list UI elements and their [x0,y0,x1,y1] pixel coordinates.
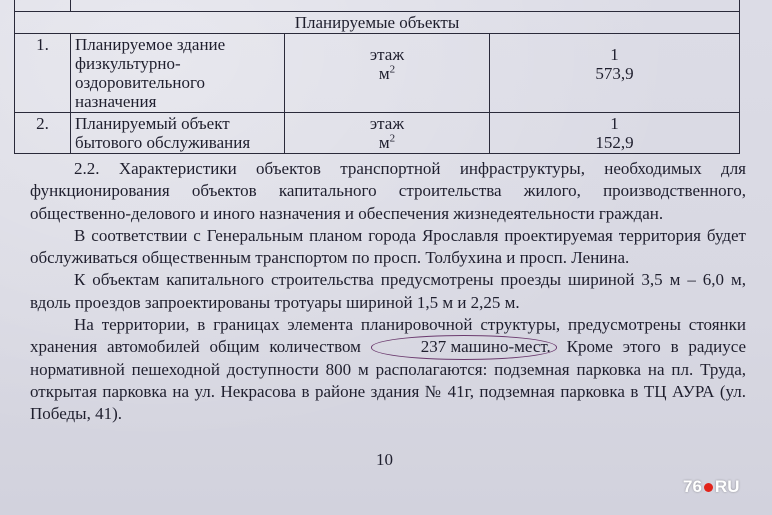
red-dot-icon [704,483,713,492]
document-body [30,158,746,426]
circled-parking-count: 237 машино-мест. [371,335,557,359]
object-name: Планируемое здание физкультурно- оздоровительного назначения [71,34,285,113]
unit-cell: этаж $м^2$ [285,34,490,113]
paragraph-driveways: К объектам капитального строительства предусмотрены проезды шириной 3,5 м – 6,0 м, вдоль проездов запроектированы тротуары шириной 1,5 м и 2,25 м. [30,270,746,312]
table-row [15,113,740,154]
row-number: 2. [15,113,71,154]
value-cell: 1 152,9 [490,113,740,154]
page-number: 10 [376,450,393,469]
row-number: 1. [15,34,71,113]
planned-objects-table [14,0,740,154]
paragraph-transport-heading: 2.2. Характеристики объектов транспортной инфраструктуры, необходимых для функционирования объектов капитального строительства жилого, производственного, общественно-делового и иного назначения и обеспечения жизнедеятельности граждан. [30,159,746,223]
table-row [15,34,740,113]
paragraph-public-transport: В соответствии с Генеральным планом города Ярославля проектируемая территория будет обслуживаться общественным транспортом по просп. Толбухина и просп. Ленина. [30,225,746,268]
object-name: Планируемый объект бытового обслуживания [71,113,285,154]
paragraph-parking: На территории, в границах элемента планировочной структуры, предусмотрены стоянки хранения автомобилей общим количеством 237 машино-мест. Кроме этого в радиусе нормативной пешеходной доступности 800 м располагаются: подземная парковка на пл. Труда, открытая парковка на ул. Некрасова в районе здания № 41г, подземная парковка в ТЦ АУРА (ул. Победы, 41). [30,315,746,424]
section-header: Планируемые объекты [15,12,740,34]
table-section-row [15,12,740,34]
unit-cell: этаж $м^2$ [285,113,490,154]
table-top-strip [15,0,740,12]
value-cell: 1 573,9 [490,34,740,113]
site-watermark-logo: 76 RU [683,477,740,496]
